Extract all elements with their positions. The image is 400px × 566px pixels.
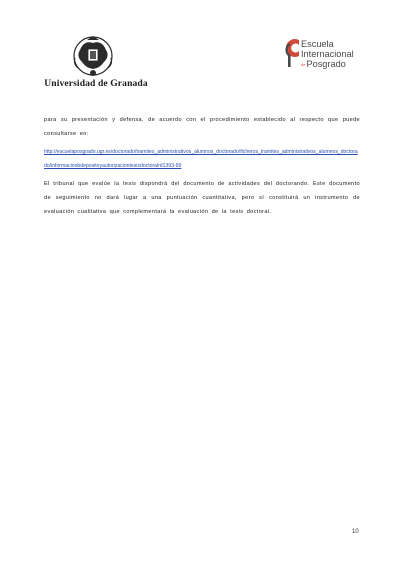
paragraph-tribunal-text: El tribunal que evalúe la tesis dispondrá del documento de actividades del doctorando. Este documento de seguimiento no dará lugar a una puntuación cuantitativa, pero sí constituirá un instrumento de evaluación cualitativa que complementará la evaluación de la tesis doctoral. [44, 181, 360, 215]
school-name-posgrado: Posgrado [306, 59, 346, 69]
paragraph-intro [44, 114, 360, 141]
school-logo [281, 36, 371, 84]
document-body [44, 114, 360, 219]
school-name-line3 [301, 59, 354, 70]
university-name: Universidad de Granada [44, 78, 148, 89]
school-name-line1: Escuela [301, 39, 334, 49]
paragraph-intro-text: para su presentación y defensa, de acuerdo con el procedimiento establecido al respecto que puede consultarse en: [44, 117, 360, 137]
school-name-prefix: de [301, 62, 306, 67]
paragraph-link [44, 146, 360, 173]
procedure-link[interactable]: http://escuelaposgrado.ugr.es/doctorado/tramites_administrativos_alumnos_doctorado/ficheros_tramites_administrativos_alumnos_doctorado/informacionbdepositoyautorizaciontesisdoctoralrd1393-99 [44, 149, 358, 169]
paragraph-tribunal [44, 178, 360, 219]
school-name-line2: Internacional [301, 49, 354, 59]
school-name [301, 39, 354, 70]
university-seal-icon [70, 34, 116, 78]
page-number: 10 [352, 529, 359, 535]
university-logo [36, 34, 152, 92]
